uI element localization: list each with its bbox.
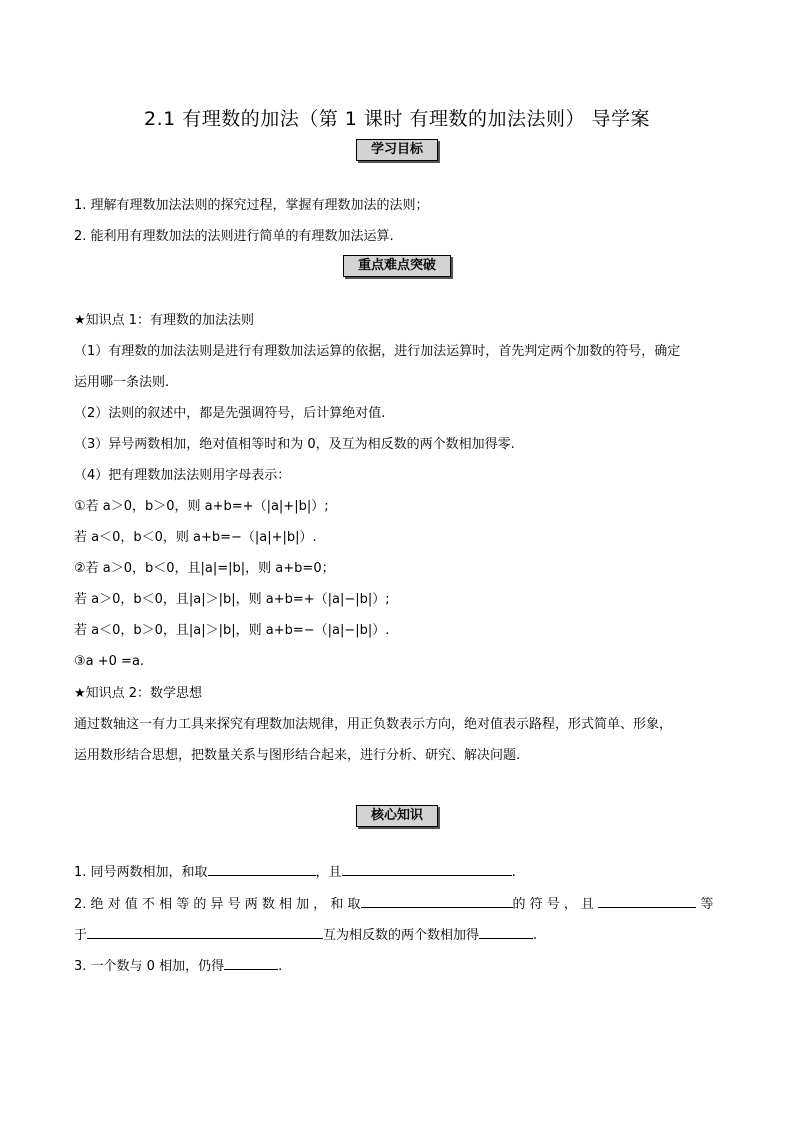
goal-item-2: 2. 能利用有理数加法的法则进行简单的有理数加法运算. — [74, 229, 394, 244]
q1-blank-2[interactable] — [342, 862, 512, 876]
formula-5: 若 a＜0，b＞0，且|a|＞|b|，则 a+b=−（|a|−|b|）. — [74, 623, 390, 638]
kp2-p1a: 通过数轴这一有力工具来探究有理数加法规律，用正负数表示方向，绝对值表示路程，形式简单、形象， — [74, 717, 673, 732]
q1-blank-1[interactable] — [208, 862, 316, 876]
q2-blank-1[interactable] — [361, 894, 513, 908]
section-core-label: 核心知识 — [356, 805, 438, 827]
kp1-p3: （3）异号两数相加，绝对值相等时和为 0，及互为相反数的两个数相加得零. — [74, 437, 515, 452]
kp2-heading: ★知识点 2：数学思想 — [74, 686, 203, 701]
kp1-p1b: 运用哪一条法则. — [74, 375, 170, 390]
section-goals — [0, 138, 794, 161]
q2-blank-4[interactable] — [479, 925, 533, 939]
q2-text-d: 于 — [74, 928, 88, 943]
section-goals-label: 学习目标 — [356, 139, 438, 161]
q3-text-a: 3. 一个数与 0 相加，仍得 — [74, 959, 225, 974]
q2-blank-3[interactable] — [87, 925, 323, 939]
core-question-1 — [74, 862, 734, 881]
kp1-heading: ★知识点 1：有理数的加法法则 — [74, 313, 255, 328]
section-key-points — [0, 254, 794, 277]
goal-item-1: 1. 理解有理数加法法则的探究过程，掌握有理数加法的法则； — [74, 198, 429, 213]
q2-text-c: 等 — [700, 897, 714, 912]
q1-end: . — [511, 865, 516, 880]
core-question-2-line1 — [74, 894, 734, 913]
q3-blank-1[interactable] — [224, 956, 278, 970]
core-question-2-line2 — [74, 925, 734, 944]
kp1-p1a: （1）有理数的加法法则是进行有理数加法运算的依据，进行加法运算时，首先判定两个加数的符号，确定 — [74, 344, 681, 359]
core-question-3 — [74, 956, 734, 975]
formula-4: 若 a＞0，b＜0，且|a|＞|b|，则 a+b=+（|a|−|b|）; — [74, 592, 390, 607]
q2-text-e: 互为相反数的两个数相加得 — [323, 928, 480, 943]
section-core — [0, 804, 794, 827]
kp1-p2: （2）法则的叙述中，都是先强调符号，后计算绝对值. — [74, 406, 386, 421]
q1-text-a: 1. 同号两数相加，和取 — [74, 865, 208, 880]
formula-2: 若 a＜0，b＜0，则 a+b=−（|a|+|b|）. — [74, 530, 317, 545]
formula-3: ②若 a＞0，b＜0，且|a|=|b|，则 a+b=0； — [74, 561, 335, 576]
q1-text-b: ，且 — [315, 865, 342, 880]
kp2-p1b: 运用数形结合思想，把数量关系与图形结合起来，进行分析、研究、解决问题. — [74, 748, 521, 763]
q2-blank-2[interactable] — [598, 894, 696, 908]
page-title: 2.1 有理数的加法（第 1 课时 有理数的加法法则） 导学案 — [143, 108, 650, 130]
kp1-p4: （4）把有理数加法法则用字母表示： — [74, 468, 291, 483]
q2-end: . — [533, 928, 538, 943]
q2-text-b: 的 符 号 ， 且 — [512, 897, 595, 912]
q2-text-a: 2. 绝 对 值 不 相 等 的 异 号 两 数 相 加 ， 和 取 — [74, 897, 361, 912]
formula-6: ③a +0 =a. — [74, 654, 145, 669]
formula-1: ①若 a＞0，b＞0，则 a+b=+（|a|+|b|）; — [74, 499, 329, 514]
section-key-points-label: 重点难点突破 — [343, 255, 451, 277]
q3-end: . — [278, 959, 283, 974]
